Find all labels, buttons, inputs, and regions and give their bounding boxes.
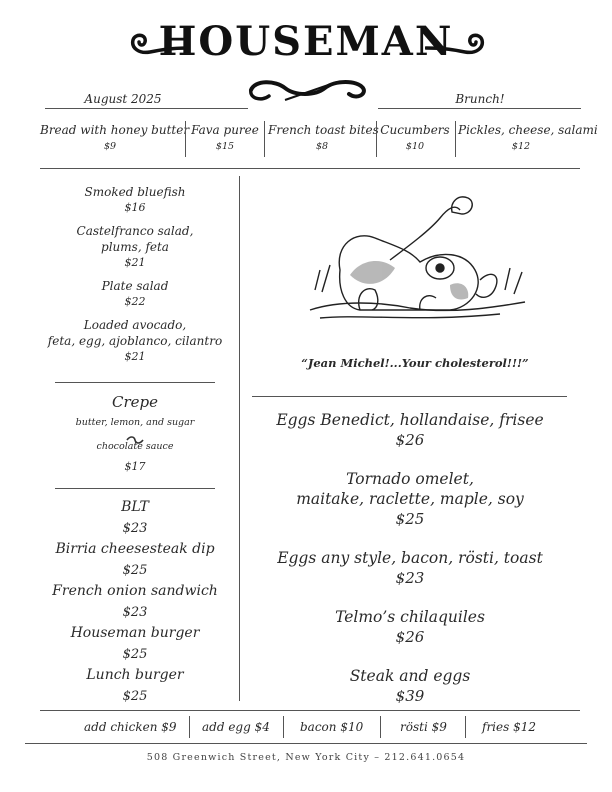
- item-name: Plate salad: [101, 279, 169, 293]
- item-name: Pickles, cheese, salami: [458, 123, 598, 137]
- column-divider: [264, 121, 265, 157]
- item-name: Lunch burger: [86, 667, 184, 683]
- item-price: $15: [215, 141, 235, 152]
- item-price: $26: [395, 431, 425, 449]
- item-name: Steak and eggs: [349, 667, 471, 685]
- item-price: $9: [103, 141, 117, 152]
- small-plates-list: [40, 184, 230, 372]
- addon-item: add chicken $9: [84, 720, 177, 734]
- item-name: Eggs any style, bacon, rösti, toast: [277, 549, 543, 567]
- item-name: Fava puree: [191, 123, 259, 137]
- item-name: Houseman burger: [70, 625, 200, 641]
- item-name: French toast bites: [268, 123, 379, 137]
- item-name: BLT: [121, 499, 149, 515]
- frog-illustration: [300, 190, 530, 335]
- starter-item: [40, 123, 190, 152]
- illustration-caption: “Jean Michel!...Your cholesterol!!!”: [301, 356, 529, 370]
- item-name: Telmo’s chilaquiles: [335, 608, 485, 626]
- section-rule: [40, 168, 580, 169]
- crepe-title: Crepe: [111, 393, 158, 411]
- starter-item: [380, 123, 450, 152]
- center-scroll-ornament: [245, 76, 370, 106]
- item-price: $39: [395, 687, 425, 705]
- item-name: Eggs Benedict, hollandaise, frisee: [276, 411, 544, 429]
- item-price: $23: [395, 569, 425, 587]
- addon-item: bacon $10: [300, 720, 364, 734]
- item-price: $25: [122, 647, 148, 662]
- right-flourish-ornament: [425, 28, 490, 68]
- item-price: $21: [124, 256, 146, 269]
- item-price: $26: [395, 628, 425, 646]
- column-divider: [239, 176, 240, 701]
- footer-address: 508 Greenwich Street, New York City – 212.641.0654: [146, 752, 466, 763]
- addon-item: fries $12: [482, 720, 536, 734]
- section-rule: [55, 382, 215, 383]
- section-rule: [40, 710, 580, 711]
- column-divider: [465, 716, 466, 738]
- crepe-price: $17: [124, 460, 146, 473]
- item-price: $12: [511, 141, 531, 152]
- column-divider: [376, 121, 377, 157]
- item-price: $16: [124, 201, 146, 214]
- addon-item: rösti $9: [400, 720, 447, 734]
- restaurant-logo: HOUSEMAN: [158, 18, 454, 65]
- starter-item: [458, 123, 598, 152]
- item-price: $21: [124, 350, 146, 363]
- column-divider: [380, 716, 381, 738]
- item-name: Loaded avocado, feta, egg, ajoblanco, cilantro: [47, 318, 223, 348]
- item-name: Smoked bluefish: [84, 185, 186, 199]
- item-name: French onion sandwich: [52, 583, 218, 599]
- item-price: $22: [124, 295, 146, 308]
- item-name: Cucumbers: [380, 123, 450, 137]
- brunch-list: [250, 410, 570, 725]
- section-rule: [252, 396, 567, 397]
- header-rule-left: [45, 108, 248, 109]
- item-price: $10: [405, 141, 425, 152]
- header-rule-right: [378, 108, 581, 109]
- column-divider: [185, 121, 186, 157]
- item-price: $23: [122, 521, 148, 536]
- item-name: Tornado omelet, maitake, raclette, maple, soy: [296, 470, 524, 508]
- item-name: Birria cheesesteak dip: [55, 541, 215, 557]
- lunch-list: [40, 497, 230, 707]
- section-rule: [55, 488, 215, 489]
- column-divider: [189, 716, 190, 738]
- crepe-option: chocolate sauce: [96, 441, 174, 452]
- item-price: $25: [122, 563, 148, 578]
- item-name: Bread with honey butter: [40, 123, 190, 137]
- starter-item: [190, 123, 260, 152]
- column-divider: [283, 716, 284, 738]
- menu-date: August 2025: [84, 92, 162, 106]
- addon-item: add egg $4: [202, 720, 270, 734]
- item-price: $25: [395, 510, 425, 528]
- starter-item: [268, 123, 379, 152]
- item-name: Castelfranco salad, plums, feta: [76, 224, 194, 254]
- item-price: $8: [315, 141, 329, 152]
- crepe-section: [40, 392, 230, 475]
- column-divider: [455, 121, 456, 157]
- footer-rule: [25, 743, 587, 744]
- menu-tag: Brunch!: [455, 92, 505, 106]
- crepe-option: butter, lemon, and sugar: [75, 417, 195, 428]
- item-price: $23: [122, 605, 148, 620]
- item-price: $25: [122, 689, 148, 704]
- swirl-ornament: [40, 430, 230, 440]
